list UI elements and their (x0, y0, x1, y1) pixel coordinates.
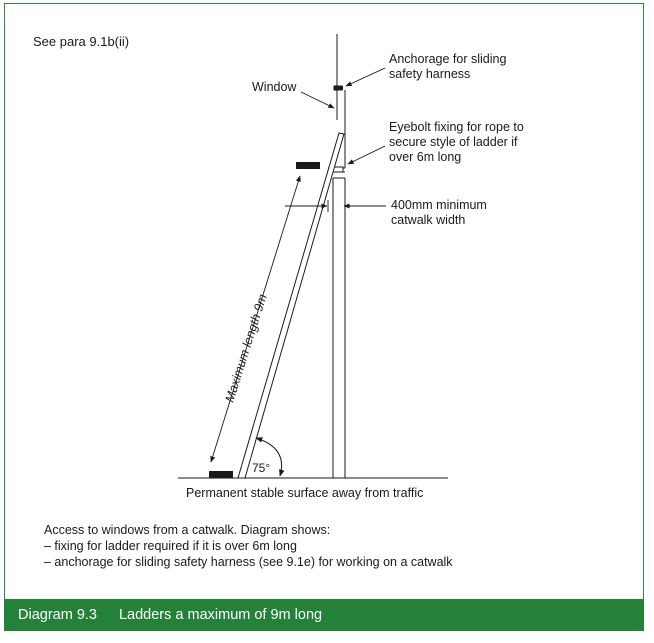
ladder-top-marker (296, 162, 320, 169)
ladder-foot-marker (209, 471, 233, 478)
eyebolt-label-line1: Eyebolt fixing for rope to (389, 120, 524, 134)
catwalk-label-line2: catwalk width (391, 213, 466, 227)
diagram-title-bar (4, 599, 644, 631)
anchorage-label (389, 52, 510, 81)
eyebolt-label (389, 120, 527, 164)
eyebolt-label-line3: over 6m long (389, 150, 462, 164)
eyebolt-leader (348, 146, 385, 164)
window-leader (301, 92, 334, 108)
catwalk-label (391, 198, 490, 227)
angle-label: 75° (252, 461, 271, 475)
catwalk-label-line1: 400mm minimum (391, 198, 487, 212)
diagram-title: Ladders a maximum of 9m long (118, 607, 323, 623)
caption-line-2: – fixing for ladder required if it is over 6m long (44, 539, 297, 553)
anchorage-leader (346, 68, 385, 86)
max-length-label: Maximum length 9m (222, 292, 270, 404)
ground-label: Permanent stable surface away from traffic (186, 486, 424, 500)
anchorage-label-line1: Anchorage for sliding (389, 52, 507, 66)
anchorage-label-line2: safety harness (389, 67, 471, 81)
reference-note: See para 9.1b(ii) (33, 34, 130, 49)
window-label: Window (252, 80, 297, 94)
caption-line-3: – anchorage for sliding safety harness (see 9.1e) for working on a catwalk (44, 555, 453, 569)
eyebolt-label-line2: secure style of ladder if (389, 135, 518, 149)
diagram-number: Diagram 9.3 (18, 607, 97, 623)
building-wall (328, 34, 345, 478)
caption-line-1: Access to windows from a catwalk. Diagram shows: (44, 523, 331, 537)
diagram-caption (44, 522, 453, 570)
anchorage-point (334, 86, 343, 90)
